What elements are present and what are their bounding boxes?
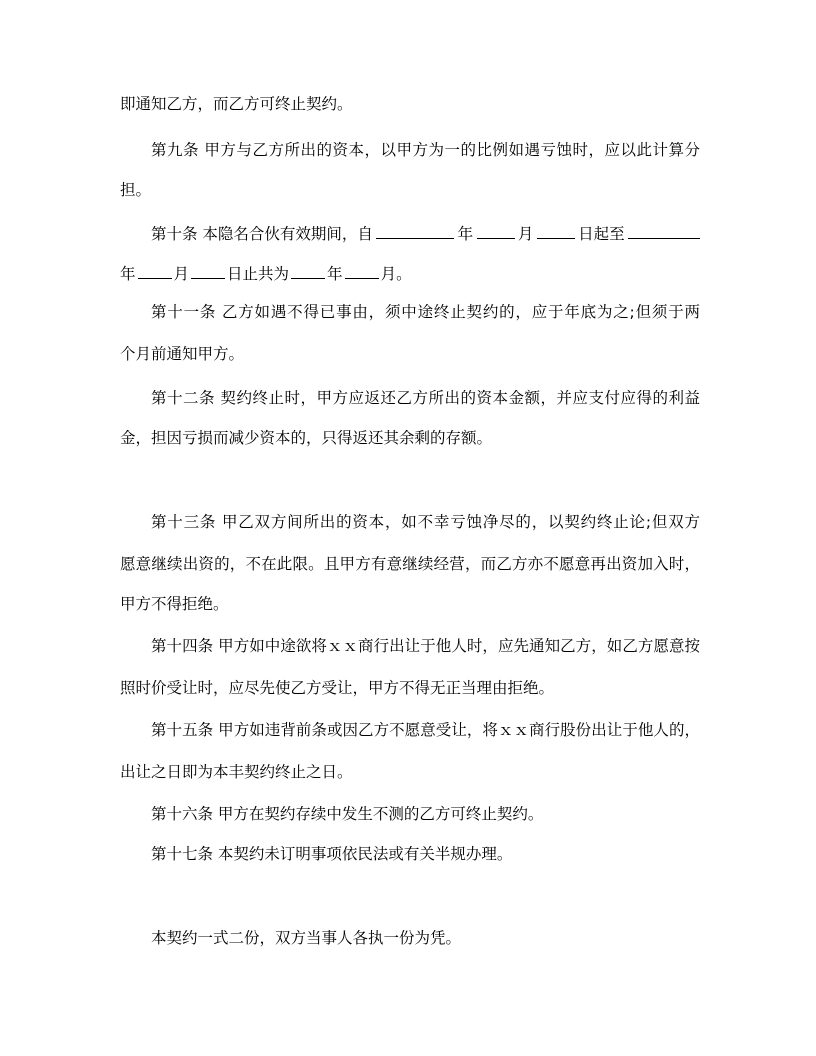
paragraph-line: 即通知乙方，而乙方可终止契约。 [120,95,353,113]
month-label: 月 [517,225,534,243]
year-label: 年 [457,225,474,243]
total-year-blank [291,264,325,279]
article-14-line-2: 照时价受让时，应尽先使乙方受让，甲方不得无正当理由拒绝。 [120,679,555,697]
day-end-label: 日止共为 [227,265,290,283]
year-label: 年 [120,265,136,283]
article-17-line: 第十七条 本契约未订明事项依民法或有关半规办理。 [151,845,513,863]
article-12-line-1: 第十二条 契约终止时，甲方应返还乙方所出的资本金额，并应支付应得的利益 [151,389,700,407]
article-14-line-1: 第十四条 甲方如中途欲将ｘｘ商行出让于他人时，应先通知乙方，如乙方愿意按 [151,637,700,655]
year-label: 年 [327,265,343,283]
article-11-line-1: 第十一条 乙方如遇不得已事由，须中途终止契约的，应于年底为之;但须于两 [151,303,700,321]
end-day-blank [191,264,225,279]
article-13-line-3: 甲方不得拒绝。 [120,595,229,613]
article-10-text: 第十条 本隐名合伙有效期间，自 [151,225,373,243]
day-start-label: 日起至 [578,225,625,243]
month-end-label: 月。 [380,265,412,283]
start-month-blank [477,224,515,239]
end-month-blank [138,264,172,279]
article-13-line-1: 第十三条 甲乙双方间所出的资本，如不幸亏蚀净尽的，以契约终止论;但双方 [151,513,700,531]
start-year-blank [376,224,454,239]
end-year-blank [628,224,700,239]
article-12-line-2: 金，担因亏损而减少资本的，只得返还其余剩的存额。 [120,429,493,447]
article-15-line-2: 出让之日即为本丰契约终止之日。 [120,763,353,781]
article-15-line-1: 第十五条 甲方如违背前条或因乙方不愿意受让，将ｘｘ商行股份出让于他人的， [151,721,700,739]
total-month-blank [345,264,379,279]
article-9-line-1: 第九条 甲方与乙方所出的资本，以甲方为一的比例如遇亏蚀时，应以此计算分 [151,141,700,159]
month-label: 月 [173,265,190,283]
article-16-line: 第十六条 甲方在契约存续中发生不测的乙方可终止契约。 [151,805,544,823]
article-10-line-2 [120,264,700,284]
article-9-line-2: 担。 [120,181,152,199]
closing-line: 本契约一式二份，双方当事人各执一份为凭。 [151,929,462,947]
article-13-line-2: 愿意继续出资的，不在此限。且甲方有意继续经营，而乙方亦不愿意再出资加入时， [120,555,700,573]
article-10-line-1 [151,224,700,244]
start-day-blank [537,224,575,239]
article-11-line-2: 个月前通知甲方。 [120,345,245,363]
